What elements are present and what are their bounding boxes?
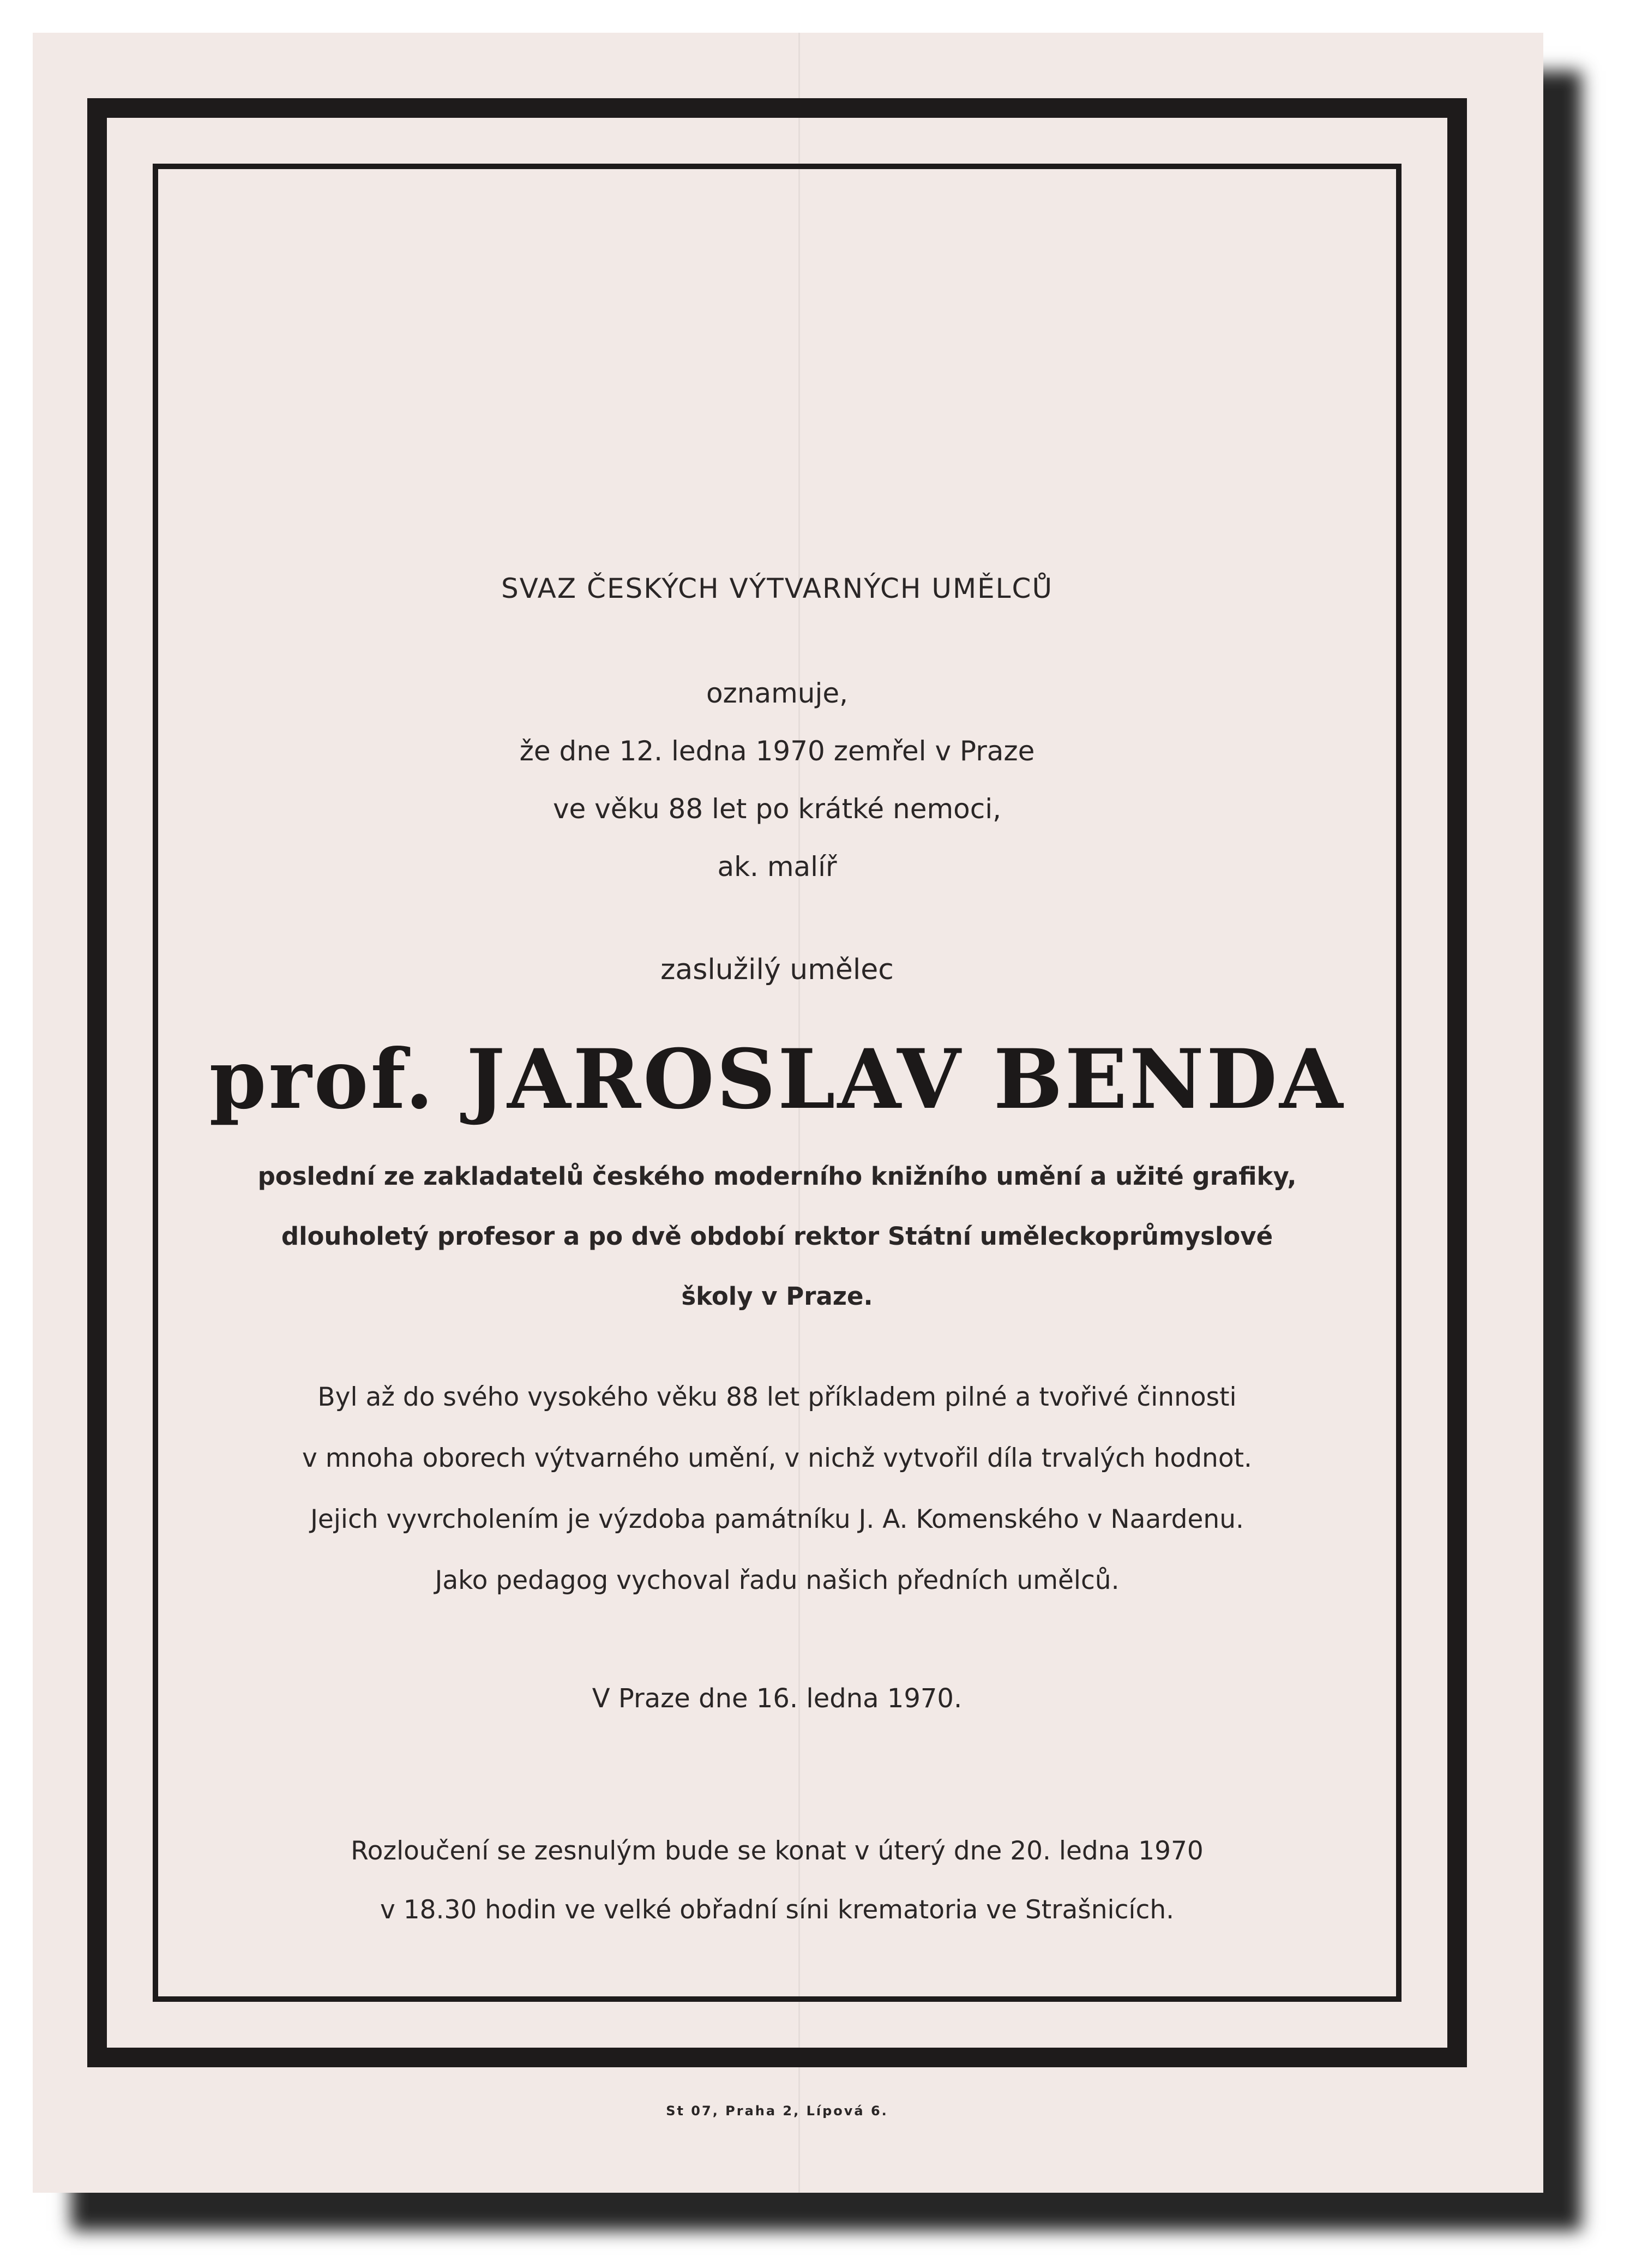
description-line: dlouholetý profesor a po dvě období rektor Státní uměleckoprůmyslové <box>281 1222 1273 1251</box>
honorific-title: zaslužilý umělec <box>660 953 894 986</box>
paragraph-line: Jejich vyvrcholením je výzdoba památníku J. A. Komenského v Naardenu. <box>310 1504 1244 1534</box>
description-line: poslední ze zakladatelů českého moderního knižního umění a užité grafiky, <box>257 1162 1297 1191</box>
organization-name: SVAZ ČESKÝCH VÝTVARNÝCH UMĚLCŮ <box>501 573 1054 604</box>
announcement-line: že dne 12. ledna 1970 zemřel v Praze <box>519 735 1035 767</box>
printer-imprint: St 07, Praha 2, Lípová 6. <box>666 2103 888 2119</box>
farewell-line: v 18.30 hodin ve velké obřadní síni krematoria ve Strašnicích. <box>380 1895 1175 1925</box>
place-and-date: V Praze dne 16. ledna 1970. <box>592 1683 963 1714</box>
announcement-line: ve věku 88 let po krátké nemoci, <box>552 793 1002 825</box>
announcement-line: ak. malíř <box>717 851 837 883</box>
mourning-border-outer <box>87 98 1467 2119</box>
paragraph-line: v mnoha oborech výtvarného umění, v nichž vytvořil díla trvalých hodnot. <box>302 1443 1252 1473</box>
announcement-line: oznamuje, <box>706 677 849 709</box>
description-line: školy v Praze. <box>681 1282 873 1311</box>
paragraph-line: Byl až do svého vysokého věku 88 let příkladem pilné a tvořivé činnosti <box>317 1382 1237 1412</box>
obituary-sheet <box>33 33 1543 2193</box>
paragraph-line: Jako pedagog vychoval řadu našich předních umělců. <box>435 1565 1120 1595</box>
deceased-name: prof. JAROSLAV BENDA <box>209 1031 1345 1127</box>
farewell-line: Rozloučení se zesnulým bude se konat v úterý dne 20. ledna 1970 <box>351 1836 1204 1866</box>
